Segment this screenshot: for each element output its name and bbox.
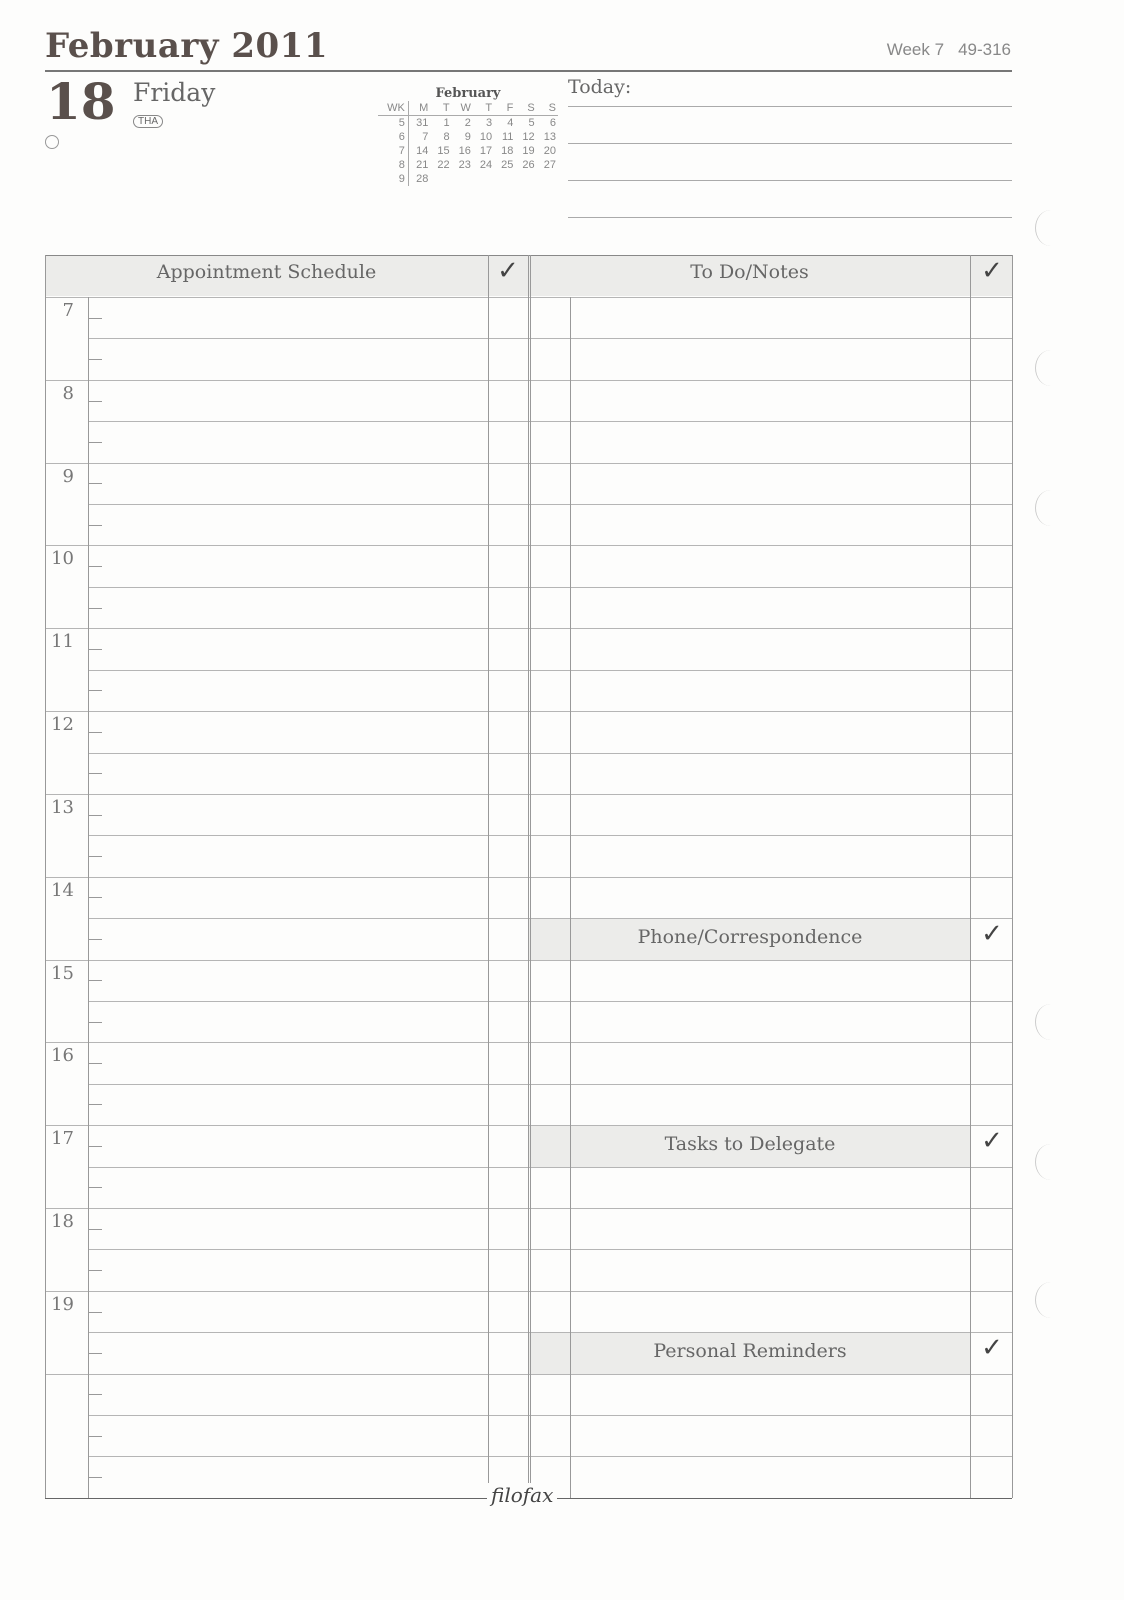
date-cell: 7 — [422, 131, 429, 143]
appointment-slot[interactable] — [88, 504, 488, 545]
calendar-row — [378, 116, 558, 131]
date-cell: 26 — [522, 159, 535, 171]
appointment-slot[interactable] — [88, 1291, 488, 1332]
week-number-cell: 8 — [378, 158, 408, 172]
notes-title: To Do/Notes — [690, 261, 809, 283]
column-divider — [570, 297, 571, 1498]
column-divider — [530, 255, 531, 1498]
date-cell: 25 — [501, 159, 514, 171]
half-hour-tick — [88, 856, 102, 857]
half-hour-tick — [88, 401, 102, 402]
date-cell: 23 — [458, 159, 471, 171]
half-hour-tick — [88, 1063, 102, 1064]
week-number: Week 7 — [886, 40, 945, 59]
week-number-cell: 7 — [378, 144, 408, 158]
check-icon: ✓ — [497, 256, 519, 286]
hour-label: 14 — [51, 879, 74, 901]
check-icon: ✓ — [981, 919, 1003, 950]
today-line[interactable] — [568, 143, 1012, 144]
date-cell — [473, 172, 494, 186]
filofax-logo: filofax — [487, 1483, 557, 1507]
half-hour-tick — [88, 897, 102, 898]
date-cell: 6 — [549, 117, 556, 129]
column-divider — [528, 255, 529, 1498]
appointment-slot[interactable] — [88, 670, 488, 711]
appointment-slot[interactable] — [88, 297, 488, 338]
half-hour-tick — [88, 1270, 102, 1271]
page-ref: 49-316 — [958, 40, 1011, 59]
date-cell: M — [408, 101, 430, 116]
appointment-slot[interactable] — [88, 1125, 488, 1166]
date-cell — [452, 172, 473, 186]
note-slot[interactable] — [570, 670, 970, 711]
appointment-slot[interactable] — [88, 1249, 488, 1290]
note-slot[interactable] — [570, 918, 970, 959]
half-hour-tick — [88, 483, 102, 484]
appointment-slot[interactable] — [88, 1415, 488, 1456]
appointment-slot[interactable] — [88, 1042, 488, 1083]
appointment-slot[interactable] — [88, 877, 488, 918]
date-cell: 5 — [528, 117, 535, 129]
punch-hole — [1035, 210, 1066, 246]
calendar-row — [378, 144, 558, 158]
hour-label: 7 — [62, 300, 74, 321]
date-cell: W — [452, 101, 473, 116]
date-cell: S — [537, 101, 558, 116]
mini-calendar — [378, 86, 558, 186]
half-hour-tick — [88, 939, 102, 940]
week-ref — [873, 40, 1011, 60]
date-cell: T — [430, 101, 451, 116]
note-slot[interactable] — [570, 1249, 970, 1290]
appointment-slot[interactable] — [88, 1084, 488, 1125]
half-hour-tick — [88, 649, 102, 650]
note-slot[interactable] — [570, 297, 970, 338]
appointment-slot[interactable] — [88, 463, 488, 504]
date-cell: 3 — [486, 117, 493, 129]
punch-hole — [1035, 1282, 1066, 1318]
punch-hole — [1035, 490, 1066, 526]
appointment-title: Appointment Schedule — [156, 261, 377, 283]
hour-label: 17 — [51, 1128, 74, 1150]
date-cell — [515, 172, 536, 186]
check-icon: ✓ — [981, 256, 1003, 286]
half-hour-tick — [88, 690, 102, 691]
date-cell: 19 — [522, 145, 535, 157]
half-hour-tick — [88, 1104, 102, 1105]
date-cell: 22 — [437, 159, 450, 171]
note-slot[interactable] — [570, 877, 970, 918]
appointment-slot[interactable] — [88, 628, 488, 669]
half-hour-tick — [88, 1312, 102, 1313]
appointment-slot[interactable] — [88, 753, 488, 794]
note-slot[interactable] — [570, 504, 970, 545]
note-slot[interactable] — [570, 794, 970, 835]
check-icon: ✓ — [981, 1126, 1003, 1157]
appointment-slot[interactable] — [88, 1456, 488, 1497]
section-title: Personal Reminders — [653, 1340, 847, 1363]
date-cell: 28 — [416, 173, 429, 185]
date-cell: 24 — [479, 159, 493, 171]
hour-label: 12 — [51, 714, 74, 736]
half-hour-tick — [88, 359, 102, 360]
appointment-slot[interactable] — [88, 380, 488, 421]
appointment-slot[interactable] — [88, 711, 488, 752]
note-slot[interactable] — [570, 338, 970, 379]
column-divider — [45, 255, 46, 1498]
half-hour-tick — [88, 980, 102, 981]
note-slot[interactable] — [570, 1415, 970, 1456]
week-number-cell: 6 — [378, 130, 408, 144]
hour-label: 15 — [51, 962, 74, 984]
moon-circle-icon — [45, 135, 59, 149]
appointment-slot[interactable] — [88, 960, 488, 1001]
today-line[interactable] — [568, 180, 1012, 181]
half-hour-tick — [88, 1187, 102, 1188]
punch-hole — [1035, 1144, 1066, 1180]
column-divider — [88, 297, 89, 1498]
date-cell: 27 — [543, 159, 556, 171]
date-cell — [537, 172, 558, 186]
week-number-cell: 9 — [378, 172, 408, 186]
calendar-row — [378, 130, 558, 144]
appointment-slot[interactable] — [88, 421, 488, 462]
note-slot[interactable] — [570, 711, 970, 752]
check-icon: ✓ — [981, 1333, 1003, 1364]
hour-label: 10 — [51, 548, 74, 570]
appointment-slot[interactable] — [88, 338, 488, 379]
note-slot[interactable] — [570, 835, 970, 876]
date-cell — [494, 172, 515, 186]
note-slot[interactable] — [570, 1291, 970, 1332]
day-number: 18 — [46, 72, 116, 131]
note-slot[interactable] — [570, 463, 970, 504]
half-hour-tick — [88, 1229, 102, 1230]
date-cell: 2 — [464, 117, 471, 129]
note-slot[interactable] — [570, 628, 970, 669]
divider — [45, 70, 1012, 72]
date-cell: T — [473, 101, 494, 116]
half-hour-tick — [88, 1146, 102, 1147]
mini-calendar-title: February — [435, 86, 501, 101]
note-slot[interactable] — [570, 1084, 970, 1125]
note-slot[interactable] — [570, 1456, 970, 1497]
date-cell: 17 — [479, 145, 493, 157]
column-divider — [488, 255, 489, 1498]
date-cell: 12 — [522, 131, 535, 143]
appointment-slot[interactable] — [88, 918, 488, 959]
hour-label: 18 — [51, 1211, 74, 1233]
today-line[interactable] — [568, 217, 1012, 218]
week-number-cell: 5 — [378, 116, 408, 131]
punch-hole — [1035, 1004, 1066, 1040]
appointment-slot[interactable] — [88, 1001, 488, 1042]
appointment-slot[interactable] — [88, 587, 488, 628]
half-hour-tick — [88, 1477, 102, 1478]
date-cell: 21 — [416, 159, 429, 171]
mini-calendar-grid — [378, 101, 558, 186]
month-title: February 2011 — [45, 26, 328, 66]
appointment-slot[interactable] — [88, 545, 488, 586]
today-line[interactable] — [568, 106, 1012, 107]
half-hour-tick — [88, 525, 102, 526]
punch-hole — [1035, 350, 1066, 386]
hour-label: 8 — [62, 382, 74, 404]
appointment-slot[interactable] — [88, 794, 488, 835]
note-slot[interactable] — [570, 1042, 970, 1083]
hour-label: 19 — [51, 1293, 74, 1315]
column-divider — [970, 255, 971, 1498]
note-slot[interactable] — [570, 960, 970, 1001]
appointment-slot[interactable] — [88, 835, 488, 876]
half-hour-tick — [88, 773, 102, 774]
day-badge: THA — [133, 115, 163, 128]
appointment-slot[interactable] — [88, 1374, 488, 1415]
note-slot[interactable] — [570, 587, 970, 628]
column-divider — [1012, 255, 1013, 1498]
appointment-slot[interactable] — [88, 1167, 488, 1208]
note-slot[interactable] — [570, 1332, 970, 1373]
appointment-slot[interactable] — [88, 1208, 488, 1249]
hour-label: 11 — [51, 631, 74, 653]
date-cell: 8 — [443, 131, 450, 143]
note-slot[interactable] — [570, 1001, 970, 1042]
note-slot[interactable] — [570, 380, 970, 421]
hour-label: 9 — [62, 465, 74, 487]
half-hour-tick — [88, 815, 102, 816]
half-hour-tick — [88, 318, 102, 319]
day-name: Friday — [133, 78, 216, 107]
note-slot[interactable] — [570, 753, 970, 794]
date-cell: F — [494, 101, 515, 116]
calendar-row — [378, 158, 558, 172]
date-cell: 13 — [543, 131, 556, 143]
half-hour-tick — [88, 732, 102, 733]
date-cell: 31 — [416, 117, 429, 129]
date-cell: S — [515, 101, 536, 116]
half-hour-tick — [88, 1353, 102, 1354]
note-slot[interactable] — [570, 545, 970, 586]
note-slot[interactable] — [570, 1374, 970, 1415]
half-hour-tick — [88, 1436, 102, 1437]
date-cell: 4 — [507, 117, 514, 129]
half-hour-tick — [88, 1022, 102, 1023]
date-cell: 9 — [464, 131, 471, 143]
date-cell: 10 — [479, 131, 493, 143]
half-hour-tick — [88, 1394, 102, 1395]
note-slot[interactable] — [570, 421, 970, 462]
date-cell: 1 — [443, 117, 450, 129]
date-cell: 20 — [543, 145, 556, 157]
note-slot[interactable] — [570, 1167, 970, 1208]
half-hour-tick — [88, 566, 102, 567]
half-hour-tick — [88, 608, 102, 609]
calendar-row — [378, 101, 558, 116]
section-title: Phone/Correspondence — [637, 926, 863, 949]
date-cell: 18 — [501, 145, 514, 157]
note-slot[interactable] — [570, 1125, 970, 1166]
date-cell: 16 — [458, 145, 471, 157]
date-cell — [430, 172, 451, 186]
today-label: Today: — [568, 76, 632, 98]
date-cell: 15 — [437, 145, 450, 157]
section-title: Tasks to Delegate — [664, 1133, 836, 1156]
hour-label: 13 — [51, 796, 74, 818]
date-cell: 14 — [416, 145, 429, 157]
hour-label: 16 — [51, 1045, 74, 1067]
half-hour-tick — [88, 442, 102, 443]
week-number-cell: WK — [378, 101, 408, 116]
appointment-slot[interactable] — [88, 1332, 488, 1373]
date-cell: 11 — [501, 131, 514, 143]
calendar-row — [378, 172, 558, 186]
note-slot[interactable] — [570, 1208, 970, 1249]
